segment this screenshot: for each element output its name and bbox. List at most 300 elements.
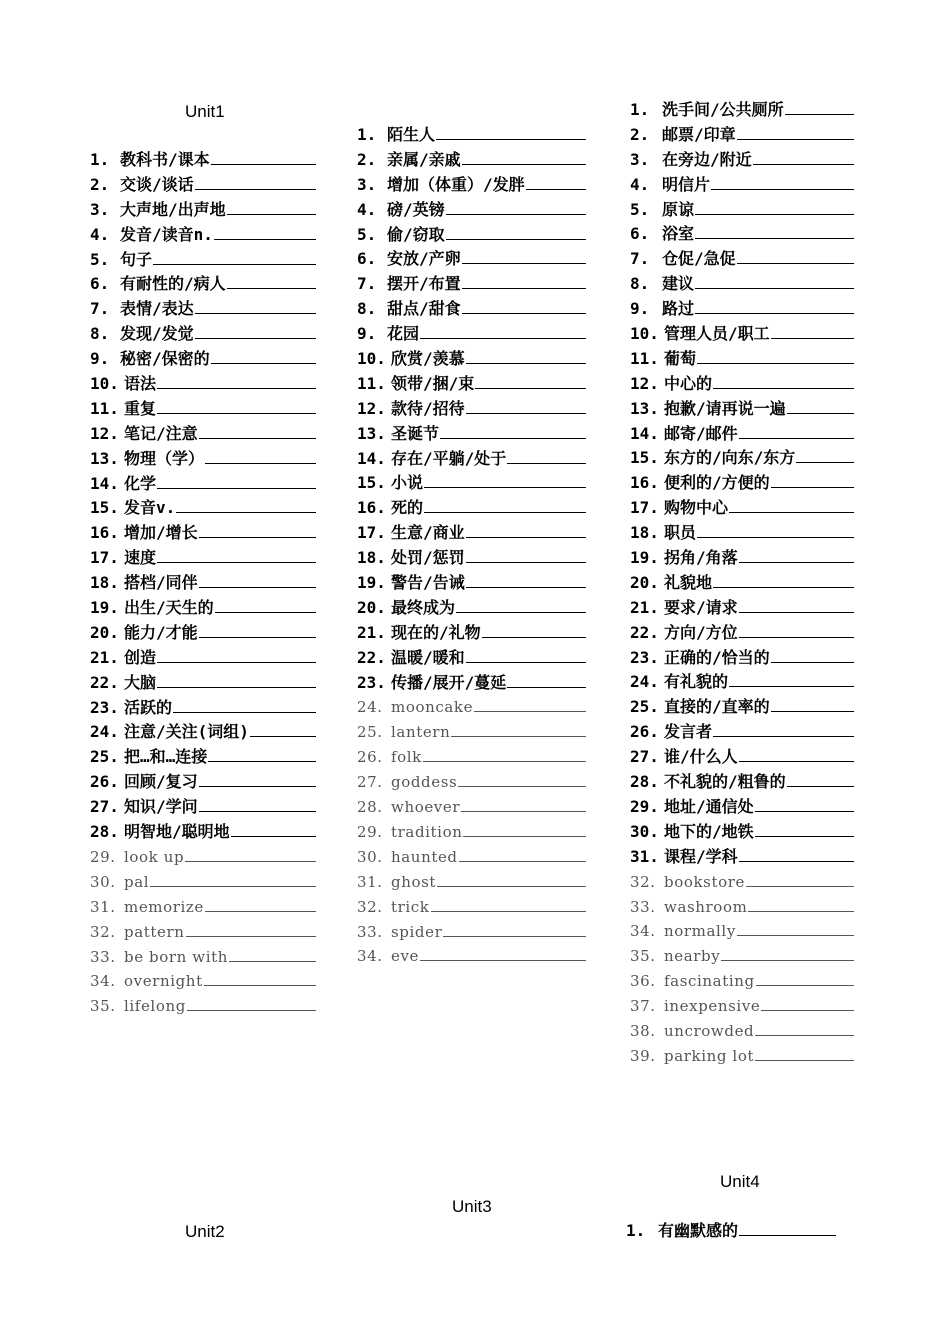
item-number: 18. (90, 573, 119, 593)
item-number: 7. (90, 299, 110, 319)
vocab-item (630, 173, 854, 198)
item-term: 方向/方位 (664, 622, 738, 642)
item-term: 职员 (664, 523, 697, 543)
item-term: 领带/捆/束 (391, 373, 475, 393)
item-term: 发音v. (124, 498, 176, 518)
answer-blank[interactable] (462, 262, 586, 264)
vocab-item (357, 471, 586, 496)
item-term: 速度 (124, 548, 157, 568)
item-term: 发言者 (664, 722, 713, 742)
item-number: 20. (357, 597, 386, 617)
answer-blank[interactable] (458, 785, 586, 787)
item-number: 4. (90, 224, 110, 244)
unit3-vocab-list (630, 98, 854, 1069)
vocab-item (357, 223, 586, 248)
answer-blank[interactable] (697, 362, 854, 364)
answer-blank[interactable] (446, 213, 586, 215)
item-number: 7. (630, 249, 650, 269)
item-term: 便利的/方便的 (664, 473, 770, 493)
vocab-item (630, 397, 854, 422)
vocab-item (630, 695, 854, 720)
vocab-item (630, 745, 854, 770)
vocab-item (90, 646, 316, 671)
answer-blank[interactable] (250, 735, 316, 737)
item-number: 3. (357, 174, 377, 194)
item-term: 要求/请求 (664, 597, 738, 617)
vocab-item (630, 646, 854, 671)
answer-blank[interactable] (729, 685, 854, 687)
item-number: 30. (357, 847, 383, 866)
answer-blank[interactable] (459, 860, 586, 862)
item-number: 5. (357, 224, 377, 244)
item-number: 33. (357, 922, 383, 941)
item-term: pal (124, 872, 150, 891)
answer-blank[interactable] (195, 188, 316, 190)
item-number: 35. (630, 947, 656, 966)
item-term: 注意/关注(词组) (124, 722, 249, 742)
answer-blank[interactable] (462, 163, 586, 165)
vocab-item (90, 496, 316, 521)
answer-blank[interactable] (695, 213, 854, 215)
item-term: 抱歉/请再说一遍 (664, 398, 786, 418)
item-term: 建议 (662, 274, 695, 294)
item-number: 12. (90, 423, 119, 443)
vocab-item (90, 372, 316, 397)
item-term: pattern (124, 922, 185, 941)
item-term: normally (664, 922, 736, 941)
answer-blank[interactable] (739, 611, 854, 613)
answer-blank[interactable] (711, 188, 854, 190)
vocab-item (90, 621, 316, 646)
answer-blank[interactable] (214, 238, 316, 240)
item-term: 语法 (124, 374, 157, 394)
answer-blank[interactable] (173, 711, 316, 713)
item-number: 29. (630, 796, 659, 816)
item-term: 知识/学问 (124, 797, 198, 817)
vocab-item (357, 920, 586, 945)
vocab-item (630, 471, 854, 496)
answer-blank[interactable] (771, 486, 854, 488)
answer-blank[interactable] (451, 735, 586, 737)
item-number: 6. (630, 224, 650, 244)
item-term: spider (391, 922, 443, 941)
vocab-item (357, 397, 586, 422)
vocab-item (357, 198, 586, 223)
vocab-item (357, 695, 586, 720)
answer-blank[interactable] (205, 462, 316, 464)
answer-blank[interactable] (755, 1034, 854, 1036)
answer-blank[interactable] (185, 860, 316, 862)
answer-blank[interactable] (697, 536, 854, 538)
answer-blank[interactable] (424, 486, 586, 488)
unit1-vocab-list (90, 148, 316, 1019)
vocab-item (630, 1019, 854, 1044)
answer-blank[interactable] (755, 1059, 854, 1061)
answer-blank[interactable] (739, 1234, 836, 1236)
vocab-item (630, 222, 854, 247)
answer-blank[interactable] (753, 163, 854, 165)
answer-blank[interactable] (199, 785, 316, 787)
item-number: 12. (357, 398, 386, 418)
vocab-item (90, 820, 316, 845)
answer-blank[interactable] (739, 437, 854, 439)
item-number: 22. (630, 622, 659, 642)
answer-blank[interactable] (227, 287, 316, 289)
item-term: mooncake (391, 698, 474, 717)
vocab-item (630, 272, 854, 297)
answer-blank[interactable] (462, 312, 586, 314)
item-number: 10. (90, 374, 119, 394)
item-number: 11. (357, 373, 386, 393)
answer-blank[interactable] (205, 910, 316, 912)
answer-blank[interactable] (695, 237, 854, 239)
item-term: inexpensive (664, 997, 761, 1016)
answer-blank[interactable] (463, 835, 586, 837)
vocab-item (90, 272, 316, 297)
item-term: 原谅 (662, 199, 695, 219)
answer-blank[interactable] (211, 362, 316, 364)
item-number: 17. (90, 548, 119, 568)
vocab-item (630, 919, 854, 944)
item-number: 1. (626, 1221, 646, 1240)
answer-blank[interactable] (420, 337, 586, 339)
vocab-item (90, 945, 316, 970)
answer-blank[interactable] (204, 984, 316, 986)
item-number: 26. (90, 772, 119, 792)
answer-blank[interactable] (211, 163, 316, 165)
answer-blank[interactable] (755, 835, 854, 837)
item-term: 句子 (120, 249, 153, 269)
item-number: 23. (630, 647, 659, 667)
answer-blank[interactable] (761, 1009, 854, 1011)
answer-blank[interactable] (755, 810, 854, 812)
answer-blank[interactable] (157, 487, 316, 489)
item-term: 有礼貌的 (664, 672, 729, 692)
answer-blank[interactable] (157, 686, 316, 688)
answer-blank[interactable] (437, 885, 586, 887)
answer-blank[interactable] (443, 935, 586, 937)
answer-blank[interactable] (713, 586, 854, 588)
answer-blank[interactable] (466, 362, 586, 364)
answer-blank[interactable] (756, 984, 854, 986)
vocab-item (357, 646, 586, 671)
item-term: 中心的 (664, 373, 713, 393)
answer-blank[interactable] (466, 536, 586, 538)
answer-blank[interactable] (526, 188, 586, 190)
answer-blank[interactable] (748, 910, 854, 912)
item-term: look up (124, 847, 185, 866)
item-number: 8. (357, 299, 377, 319)
answer-blank[interactable] (150, 885, 316, 887)
item-term: 发音/读音n. (120, 224, 213, 244)
vocab-item (357, 347, 586, 372)
vocab-item (630, 297, 854, 322)
vocab-item (90, 994, 316, 1019)
answer-blank[interactable] (157, 387, 316, 389)
answer-blank[interactable] (186, 935, 316, 937)
answer-blank[interactable] (199, 586, 316, 588)
answer-blank[interactable] (199, 437, 316, 439)
answer-blank[interactable] (785, 113, 854, 115)
answer-blank[interactable] (157, 561, 316, 563)
item-term: 仓促/急促 (662, 249, 736, 269)
vocab-item (90, 347, 316, 372)
item-number: 8. (630, 274, 650, 294)
item-number: 35. (90, 997, 116, 1016)
item-term: goddess (391, 773, 458, 792)
item-number: 5. (90, 249, 110, 269)
answer-blank[interactable] (431, 910, 587, 912)
answer-blank[interactable] (771, 337, 854, 339)
unit4-title: Unit4 (720, 1172, 760, 1191)
vocab-item (357, 148, 586, 173)
vocab-item (90, 447, 316, 472)
item-term: 谁/什么人 (664, 747, 738, 767)
answer-blank[interactable] (482, 636, 586, 638)
answer-blank[interactable] (737, 262, 854, 264)
vocab-item (630, 98, 854, 123)
vocab-item (630, 720, 854, 745)
answer-blank[interactable] (713, 735, 854, 737)
vocab-item (90, 521, 316, 546)
item-term: 购物中心 (664, 498, 729, 518)
item-number: 34. (630, 922, 656, 941)
answer-blank[interactable] (208, 760, 316, 762)
answer-blank[interactable] (195, 337, 316, 339)
item-term: trick (391, 897, 430, 916)
item-number: 1. (90, 150, 110, 169)
answer-blank[interactable] (695, 312, 854, 314)
answer-blank[interactable] (231, 835, 316, 837)
answer-blank[interactable] (739, 561, 854, 563)
answer-blank[interactable] (466, 661, 586, 663)
item-number: 26. (630, 722, 659, 742)
item-term: 摆开/布置 (387, 274, 461, 294)
item-term: 路过 (662, 299, 695, 319)
answer-blank[interactable] (695, 287, 854, 289)
unit2-vocab-list (357, 123, 586, 969)
item-number: 7. (357, 274, 377, 294)
item-term: 增加（体重）/发胖 (387, 174, 525, 194)
answer-blank[interactable] (423, 760, 586, 762)
answer-blank[interactable] (187, 1009, 316, 1011)
item-term: 化学 (124, 473, 157, 493)
item-term: 花园 (387, 324, 420, 344)
item-number: 37. (630, 997, 656, 1016)
answer-blank[interactable] (739, 760, 854, 762)
vocab-item (90, 546, 316, 571)
answer-blank[interactable] (436, 138, 586, 140)
answer-blank[interactable] (787, 412, 854, 414)
answer-blank[interactable] (507, 686, 586, 688)
item-term: overnight (124, 972, 203, 991)
answer-blank[interactable] (746, 885, 854, 887)
item-term: 最终成为 (391, 597, 456, 617)
answer-blank[interactable] (729, 511, 854, 513)
item-term: 警告/告诫 (391, 573, 465, 593)
item-number: 25. (630, 697, 659, 717)
answer-blank[interactable] (420, 959, 586, 961)
item-number: 25. (90, 747, 119, 767)
vocab-item (357, 571, 586, 596)
item-term: 物理（学） (124, 448, 205, 468)
item-term: 教科书/课本 (120, 150, 210, 169)
item-term: 重复 (124, 398, 157, 418)
vocab-item (357, 745, 586, 770)
vocab-item (630, 571, 854, 596)
answer-blank[interactable] (737, 934, 854, 936)
item-term: 陌生人 (387, 125, 436, 144)
answer-blank[interactable] (462, 287, 586, 289)
answer-blank[interactable] (796, 461, 854, 463)
vocab-item (90, 198, 316, 223)
vocab-item (630, 521, 854, 546)
vocab-item (90, 870, 316, 895)
vocab-item (630, 621, 854, 646)
answer-blank[interactable] (461, 810, 586, 812)
answer-blank[interactable] (199, 810, 316, 812)
answer-blank[interactable] (446, 238, 586, 240)
item-number: 13. (90, 448, 119, 468)
item-term: 增加/增长 (124, 523, 198, 543)
vocab-item (357, 870, 586, 895)
item-term: 把…和…连接 (124, 747, 208, 767)
item-number: 10. (630, 324, 659, 344)
answer-blank[interactable] (787, 785, 854, 787)
item-number: 28. (90, 822, 119, 842)
vocab-item (90, 248, 316, 273)
vocab-item (90, 745, 316, 770)
answer-blank[interactable] (737, 138, 854, 140)
vocab-item (630, 247, 854, 272)
vocab-item (630, 1044, 854, 1069)
item-term: memorize (124, 897, 204, 916)
item-term: 浴室 (662, 224, 695, 244)
item-term: 安放/产卵 (387, 249, 461, 269)
answer-blank[interactable] (771, 661, 854, 663)
answer-blank[interactable] (739, 636, 854, 638)
item-term: 课程/学科 (664, 846, 738, 866)
answer-blank[interactable] (721, 959, 854, 961)
answer-blank[interactable] (440, 437, 586, 439)
answer-blank[interactable] (466, 412, 586, 414)
answer-blank[interactable] (215, 611, 316, 613)
answer-blank[interactable] (199, 636, 316, 638)
answer-blank[interactable] (227, 213, 316, 215)
item-number: 23. (90, 697, 119, 717)
vocab-item (630, 845, 854, 870)
answer-blank[interactable] (456, 611, 586, 613)
answer-blank[interactable] (199, 536, 316, 538)
item-number: 20. (90, 622, 119, 642)
item-number: 31. (357, 872, 383, 891)
item-number: 29. (90, 847, 116, 866)
answer-blank[interactable] (713, 387, 854, 389)
item-term: be born with (124, 947, 229, 966)
item-term: 东方的/向东/东方 (664, 448, 796, 468)
item-number: 28. (357, 798, 383, 817)
item-number: 13. (357, 423, 386, 443)
item-number: 18. (357, 548, 386, 568)
vocab-item (357, 671, 586, 696)
vocab-item (357, 820, 586, 845)
answer-blank[interactable] (424, 511, 586, 513)
item-number: 29. (357, 822, 383, 841)
vocab-item (357, 521, 586, 546)
answer-blank[interactable] (195, 312, 316, 314)
answer-blank[interactable] (475, 387, 586, 389)
item-number: 32. (90, 922, 116, 941)
item-number: 3. (630, 149, 650, 169)
item-number: 15. (357, 473, 386, 493)
answer-blank[interactable] (466, 561, 586, 563)
answer-blank[interactable] (739, 860, 854, 862)
item-number: 24. (90, 722, 119, 742)
item-number: 14. (90, 473, 119, 493)
item-term: 礼貌地 (664, 572, 713, 592)
item-term: 温暖/暖和 (391, 647, 465, 667)
vocab-item (357, 123, 586, 148)
answer-blank[interactable] (474, 710, 586, 712)
vocab-item (630, 148, 854, 173)
item-number: 5. (630, 199, 650, 219)
answer-blank[interactable] (153, 263, 316, 265)
answer-blank[interactable] (157, 661, 316, 663)
item-number: 10. (357, 349, 386, 369)
vocab-item (630, 969, 854, 994)
item-term: 出生/天生的 (124, 598, 214, 618)
item-term: lantern (391, 723, 451, 742)
item-term: washroom (664, 897, 748, 916)
item-term: 生意/商业 (391, 523, 465, 543)
item-term: 处罚/惩罚 (391, 548, 465, 568)
item-number: 28. (630, 772, 659, 792)
item-number: 14. (630, 423, 659, 443)
item-number: 1. (630, 100, 650, 119)
item-term: 传播/展开/蔓延 (391, 672, 507, 692)
item-term: 拐角/角落 (664, 548, 738, 568)
item-number: 9. (90, 349, 110, 369)
vocab-item (357, 895, 586, 920)
vocab-item (90, 596, 316, 621)
item-number: 19. (630, 548, 659, 568)
vocab-item (630, 422, 854, 447)
item-number: 2. (357, 149, 377, 169)
answer-blank[interactable] (229, 960, 316, 962)
vocab-item (357, 247, 586, 272)
vocab-item (90, 920, 316, 945)
vocab-item (630, 895, 854, 920)
item-term: 笔记/注意 (124, 423, 198, 443)
item-term: eve (391, 947, 420, 966)
item-number: 24. (630, 672, 659, 692)
item-term: 明智地/聪明地 (124, 822, 230, 842)
vocab-item (90, 969, 316, 994)
item-number: 8. (90, 324, 110, 344)
item-number: 22. (90, 672, 119, 692)
item-term: 回顾/复习 (124, 772, 198, 792)
answer-blank[interactable] (507, 462, 586, 464)
item-term: 交谈/谈话 (120, 174, 194, 194)
item-number: 16. (357, 498, 386, 518)
answer-blank[interactable] (466, 586, 586, 588)
answer-blank[interactable] (157, 412, 316, 414)
item-term: folk (391, 748, 422, 767)
item-term: 有耐性的/病人 (120, 274, 226, 294)
answer-blank[interactable] (176, 511, 316, 513)
answer-blank[interactable] (771, 710, 854, 712)
vocab-item (630, 496, 854, 521)
